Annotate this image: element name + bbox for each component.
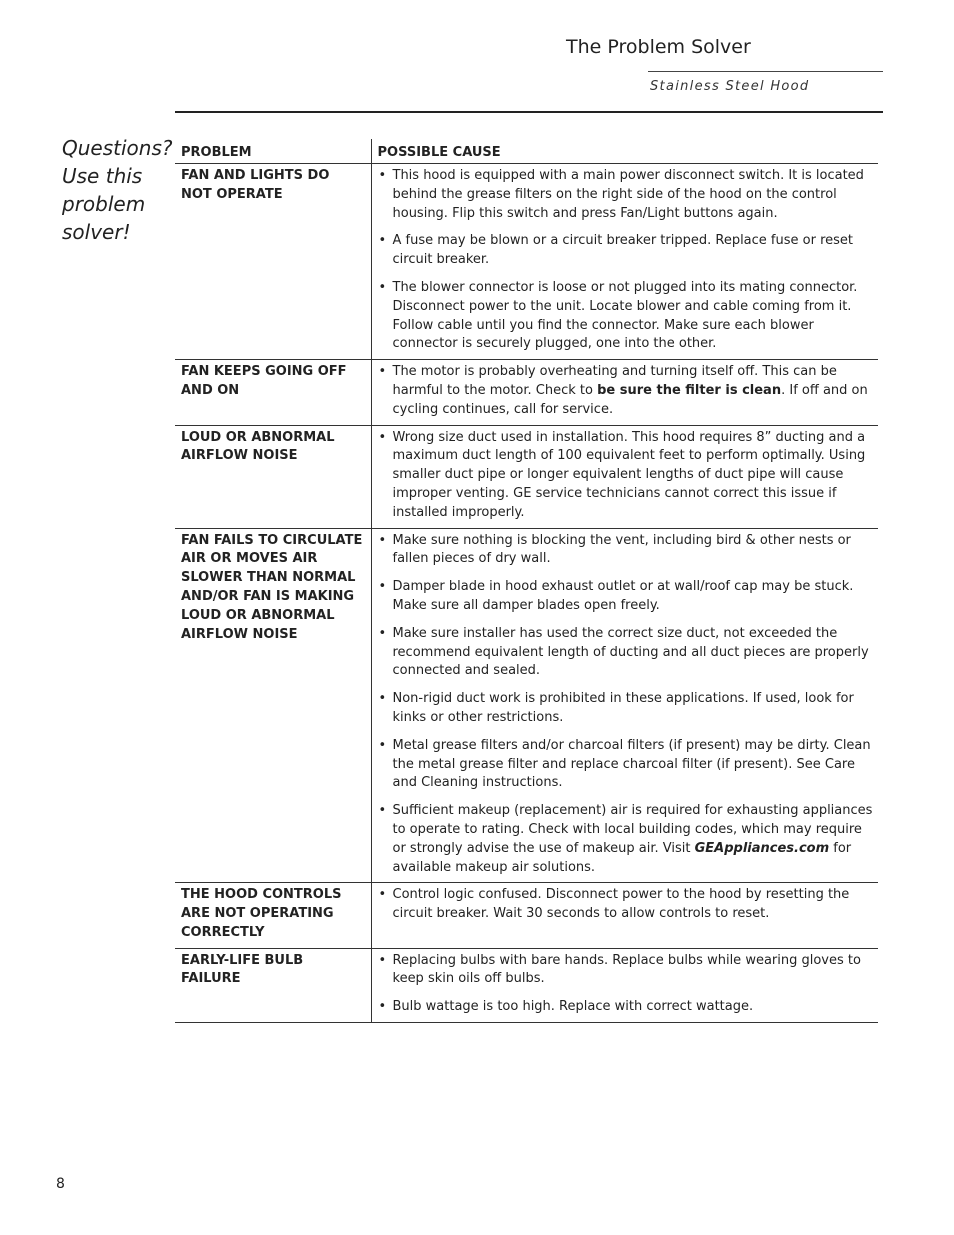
cause-column-header: POSSIBLE CAUSE <box>371 139 878 164</box>
bullet-icon: • <box>378 887 387 903</box>
cause-emphasis: be sure the filter is clean <box>597 382 782 398</box>
table-row <box>175 425 878 528</box>
problem-cell: THE HOOD CONTROLS ARE NOT OPERATING CORRECTLY <box>175 883 371 948</box>
cause-item <box>378 532 875 570</box>
cause-item <box>378 279 875 354</box>
cause-item <box>378 429 875 523</box>
problem-column-header: PROBLEM <box>175 139 371 164</box>
bullet-icon: • <box>378 803 387 819</box>
cause-list <box>378 532 875 878</box>
cause-list <box>378 363 875 419</box>
cause-text: This hood is equipped with a main power disconnect switch. It is located behind the grease filters on the right side of the hood on the control housing. Flip this switch and press Fan/Light buttons again. <box>392 168 864 221</box>
sidebar-line: problem <box>62 192 146 216</box>
cause-text: Bulb wattage is too high. Replace with correct wattage. <box>392 999 754 1015</box>
cause-text: Damper blade in hood exhaust outlet or at wall/roof cap may be stuck. Make sure all damper blades open freely. <box>392 579 854 613</box>
cause-text: Make sure nothing is blocking the vent, including bird & other nests or fallen pieces of dry wall. <box>392 532 851 567</box>
cause-item <box>378 363 875 419</box>
cause-cell <box>371 528 878 883</box>
problem-solver-table <box>175 139 878 1023</box>
problem-cell: EARLY-LIFE BULB FAILURE <box>175 948 371 1022</box>
table-row <box>175 528 878 883</box>
cause-list <box>378 952 875 1017</box>
problem-cell: LOUD OR ABNORMAL AIRFLOW NOISE <box>175 425 371 528</box>
cause-text: A fuse may be blown or a circuit breaker tripped. Replace fuse or reset circuit breaker. <box>392 233 853 268</box>
bullet-icon: • <box>378 233 387 249</box>
bullet-icon: • <box>378 999 387 1015</box>
cause-item <box>378 998 875 1017</box>
bullet-icon: • <box>378 579 387 595</box>
bullet-icon: • <box>378 532 387 548</box>
cause-cell <box>371 948 878 1022</box>
cause-item <box>378 802 875 877</box>
sidebar-line: Questions? <box>62 136 173 160</box>
cause-cell <box>371 883 878 948</box>
table-row <box>175 883 878 948</box>
product-subtitle: Stainless Steel Hood <box>650 79 810 94</box>
bullet-icon: • <box>378 364 387 380</box>
problem-cell: FAN AND LIGHTS DO NOT OPERATE <box>175 164 371 360</box>
cause-list <box>378 429 875 523</box>
cause-item <box>378 886 875 924</box>
cause-text: Metal grease filters and/or charcoal filters (if present) may be dirty. Clean the metal grease filter and replace charcoal filter (if present). See Care and Cleaning instructions. <box>392 737 871 791</box>
problem-cell: FAN KEEPS GOING OFF AND ON <box>175 360 371 425</box>
bullet-icon: • <box>378 625 387 641</box>
cause-item <box>378 952 875 990</box>
cause-text: The blower connector is loose or not plugged into its mating connector. Disconnect power to the unit. Locate blower and cable coming from it. Follow cable until you find the connector. Make sure each blower connector is securely plugged, one into the other. <box>392 279 858 352</box>
cause-cell <box>371 425 878 528</box>
cause-list <box>378 886 875 924</box>
cause-text: Sufficient makeup (replacement) air is required for exhausting appliances to operate to rating. Check with local building codes, which may require or strongly advise the use of makeup air. Visit <box>392 803 873 856</box>
bullet-icon: • <box>378 168 387 183</box>
page-number: 8 <box>56 1176 65 1192</box>
table-row <box>175 948 878 1022</box>
section-title: The Problem Solver <box>566 36 751 58</box>
cause-text: Make sure installer has used the correct size duct, not exceeded the recommend equivalent length of ducting and all duct pieces are properly connected and sealed. <box>392 625 869 679</box>
cause-item <box>378 625 875 681</box>
bullet-icon: • <box>378 279 387 295</box>
cause-text: . If off and on cycling continues, call for service. <box>392 382 868 417</box>
cause-text: Control logic confused. Disconnect power to the hood by resetting the circuit breaker. Wait 30 seconds to allow controls to reset. <box>392 887 850 922</box>
cause-cell <box>371 164 878 360</box>
cause-text: Non-rigid duct work is prohibited in these applications. If used, look for kinks or other restrictions. <box>392 691 854 725</box>
website-link[interactable]: GEAppliances.com <box>694 840 830 856</box>
bullet-icon: • <box>378 429 387 445</box>
cause-cell <box>371 360 878 425</box>
cause-text: The motor is probably overheating and turning itself off. This can be harmful to the motor. Check to <box>392 364 837 398</box>
sidebar-line: solver! <box>62 220 131 244</box>
cause-item <box>378 167 875 223</box>
header-divider <box>648 71 883 72</box>
cause-item <box>378 690 875 728</box>
problem-cell: FAN FAILS TO CIRCULATE AIR OR MOVES AIR SLOWER THAN NORMAL AND/OR FAN IS MAKING LOUD OR ABNORMAL AIRFLOW NOISE <box>175 528 371 883</box>
cause-text: Wrong size duct used in installation. This hood requires 8” ducting and a maximum duct length of 100 equivalent feet to perform optimally. Using smaller duct pipe or longer equivalent lengths of duct pipe will cause improper venting. GE service technicians cannot correct this issue if installed improperly. <box>392 429 866 520</box>
bullet-icon: • <box>378 952 387 968</box>
main-divider <box>175 111 883 113</box>
table-row <box>175 360 878 425</box>
cause-list <box>378 167 875 354</box>
bullet-icon: • <box>378 737 387 753</box>
cause-item <box>378 737 875 793</box>
table-row <box>175 164 878 360</box>
cause-text: for available makeup air solutions. <box>392 840 852 875</box>
table-body <box>175 164 878 1023</box>
sidebar-line: Use this <box>62 164 143 188</box>
cause-item <box>378 232 875 270</box>
bullet-icon: • <box>378 691 387 707</box>
table-header-row <box>175 139 878 164</box>
sidebar-callout <box>62 134 174 246</box>
cause-text: Replacing bulbs with bare hands. Replace bulbs while wearing gloves to keep skin oils off bulbs. <box>392 952 861 987</box>
cause-item <box>378 578 875 616</box>
